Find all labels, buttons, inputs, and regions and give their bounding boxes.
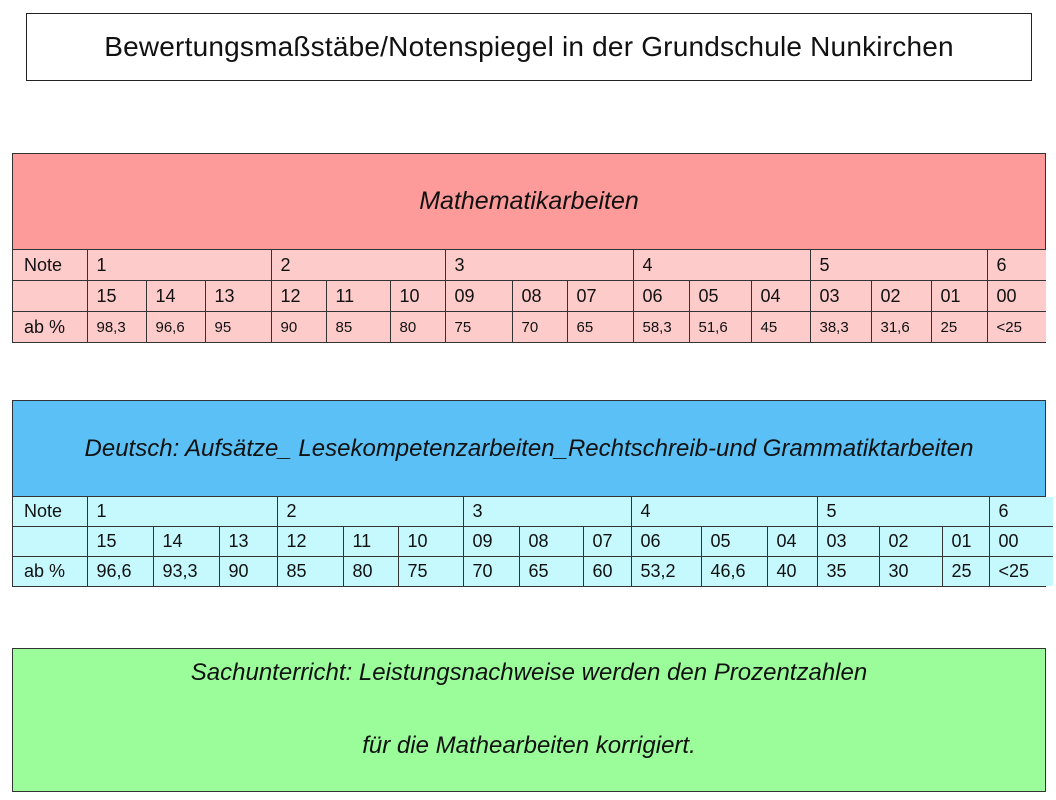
- percent-cell: 80: [343, 557, 398, 587]
- sachunterricht-note-line1: Sachunterricht: Leistungsnachweise werden den Prozentzahlen: [190, 659, 868, 686]
- percent-cell: 70: [463, 557, 519, 587]
- points-cell: 13: [219, 527, 277, 557]
- points-cell: 05: [701, 527, 767, 557]
- points-cell: 03: [810, 281, 871, 312]
- points-cell: 05: [689, 281, 751, 312]
- points-cell: 14: [153, 527, 219, 557]
- grade-cell: 4: [631, 497, 817, 527]
- note-label: Note: [13, 497, 87, 527]
- points-cell: 11: [326, 281, 390, 312]
- grade-cell: 3: [445, 250, 633, 281]
- percent-cell: 40: [767, 557, 817, 587]
- math-grade-table: [13, 250, 1046, 342]
- percent-cell: 96,6: [87, 557, 153, 587]
- grade-cell: 1: [87, 497, 277, 527]
- points-cell: 14: [146, 281, 205, 312]
- percent-cell: 31,6: [871, 312, 931, 343]
- percent-cell: 96,6: [146, 312, 205, 343]
- grade-cell: 1: [87, 250, 271, 281]
- points-row: [13, 527, 1053, 557]
- points-cell: 02: [879, 527, 942, 557]
- points-cell: 06: [633, 281, 689, 312]
- percent-cell: 46,6: [701, 557, 767, 587]
- percent-label: ab %: [13, 312, 87, 343]
- points-cell: 10: [390, 281, 445, 312]
- page-title: Bewertungsmaßstäbe/Notenspiegel in der Grundschule Nunkirchen: [26, 13, 1032, 81]
- points-cell: 12: [271, 281, 326, 312]
- percent-cell: 51,6: [689, 312, 751, 343]
- math-grading-panel: [12, 153, 1046, 343]
- math-heading: Mathematikarbeiten: [13, 154, 1045, 250]
- points-cell: 00: [987, 281, 1046, 312]
- deutsch-heading: Deutsch: Aufsätze_ Lesekompetenzarbeiten_Rechtschreib-und Grammatiktarbeiten: [13, 401, 1045, 497]
- percent-cell: 93,3: [153, 557, 219, 587]
- points-cell: 08: [512, 281, 567, 312]
- percent-cell: 85: [326, 312, 390, 343]
- grade-cell: 6: [987, 250, 1046, 281]
- deutsch-grade-table: [13, 497, 1053, 586]
- points-cell: 01: [942, 527, 989, 557]
- points-cell: 07: [567, 281, 633, 312]
- percent-cell: 58,3: [633, 312, 689, 343]
- grade-cell: 2: [271, 250, 445, 281]
- percent-cell: 38,3: [810, 312, 871, 343]
- deutsch-grading-panel: [12, 400, 1046, 587]
- percent-label: ab %: [13, 557, 87, 587]
- percent-row: [13, 312, 1046, 343]
- percent-cell: 45: [751, 312, 810, 343]
- percent-cell: 90: [219, 557, 277, 587]
- points-cell: 07: [583, 527, 631, 557]
- points-cell: 13: [205, 281, 271, 312]
- sachunterricht-note-panel: [12, 648, 1046, 792]
- percent-cell: 65: [519, 557, 583, 587]
- points-cell: 12: [277, 527, 343, 557]
- grade-row: [13, 250, 1046, 281]
- percent-cell: 70: [512, 312, 567, 343]
- percent-cell: 80: [390, 312, 445, 343]
- points-cell: 04: [767, 527, 817, 557]
- points-cell: 04: [751, 281, 810, 312]
- grade-cell: 6: [989, 497, 1053, 527]
- percent-cell: 35: [817, 557, 879, 587]
- points-cell: 09: [463, 527, 519, 557]
- note-label: Note: [13, 250, 87, 281]
- points-cell: 15: [87, 281, 146, 312]
- percent-cell: 53,2: [631, 557, 701, 587]
- grade-cell: 4: [633, 250, 810, 281]
- points-cell: 02: [871, 281, 931, 312]
- percent-cell: 30: [879, 557, 942, 587]
- points-cell: 01: [931, 281, 987, 312]
- grade-cell: 2: [277, 497, 463, 527]
- points-label: [13, 527, 87, 557]
- percent-cell: 85: [277, 557, 343, 587]
- points-label: [13, 281, 87, 312]
- sachunterricht-note-line2: für die Mathearbeiten korrigiert.: [362, 732, 696, 759]
- percent-cell: 25: [942, 557, 989, 587]
- percent-cell: <25: [989, 557, 1053, 587]
- percent-cell: 95: [205, 312, 271, 343]
- points-cell: 06: [631, 527, 701, 557]
- points-cell: 09: [445, 281, 512, 312]
- percent-cell: 75: [445, 312, 512, 343]
- grade-cell: 5: [810, 250, 987, 281]
- points-row: [13, 281, 1046, 312]
- percent-cell: 75: [398, 557, 463, 587]
- points-cell: 08: [519, 527, 583, 557]
- percent-cell: 65: [567, 312, 633, 343]
- points-cell: 15: [87, 527, 153, 557]
- grade-cell: 3: [463, 497, 631, 527]
- points-cell: 10: [398, 527, 463, 557]
- grade-row: [13, 497, 1053, 527]
- points-cell: 11: [343, 527, 398, 557]
- percent-cell: 25: [931, 312, 987, 343]
- points-cell: 03: [817, 527, 879, 557]
- percent-cell: <25: [987, 312, 1046, 343]
- percent-cell: 90: [271, 312, 326, 343]
- grade-cell: 5: [817, 497, 989, 527]
- percent-cell: 98,3: [87, 312, 146, 343]
- points-cell: 00: [989, 527, 1053, 557]
- percent-cell: 60: [583, 557, 631, 587]
- percent-row: [13, 557, 1053, 587]
